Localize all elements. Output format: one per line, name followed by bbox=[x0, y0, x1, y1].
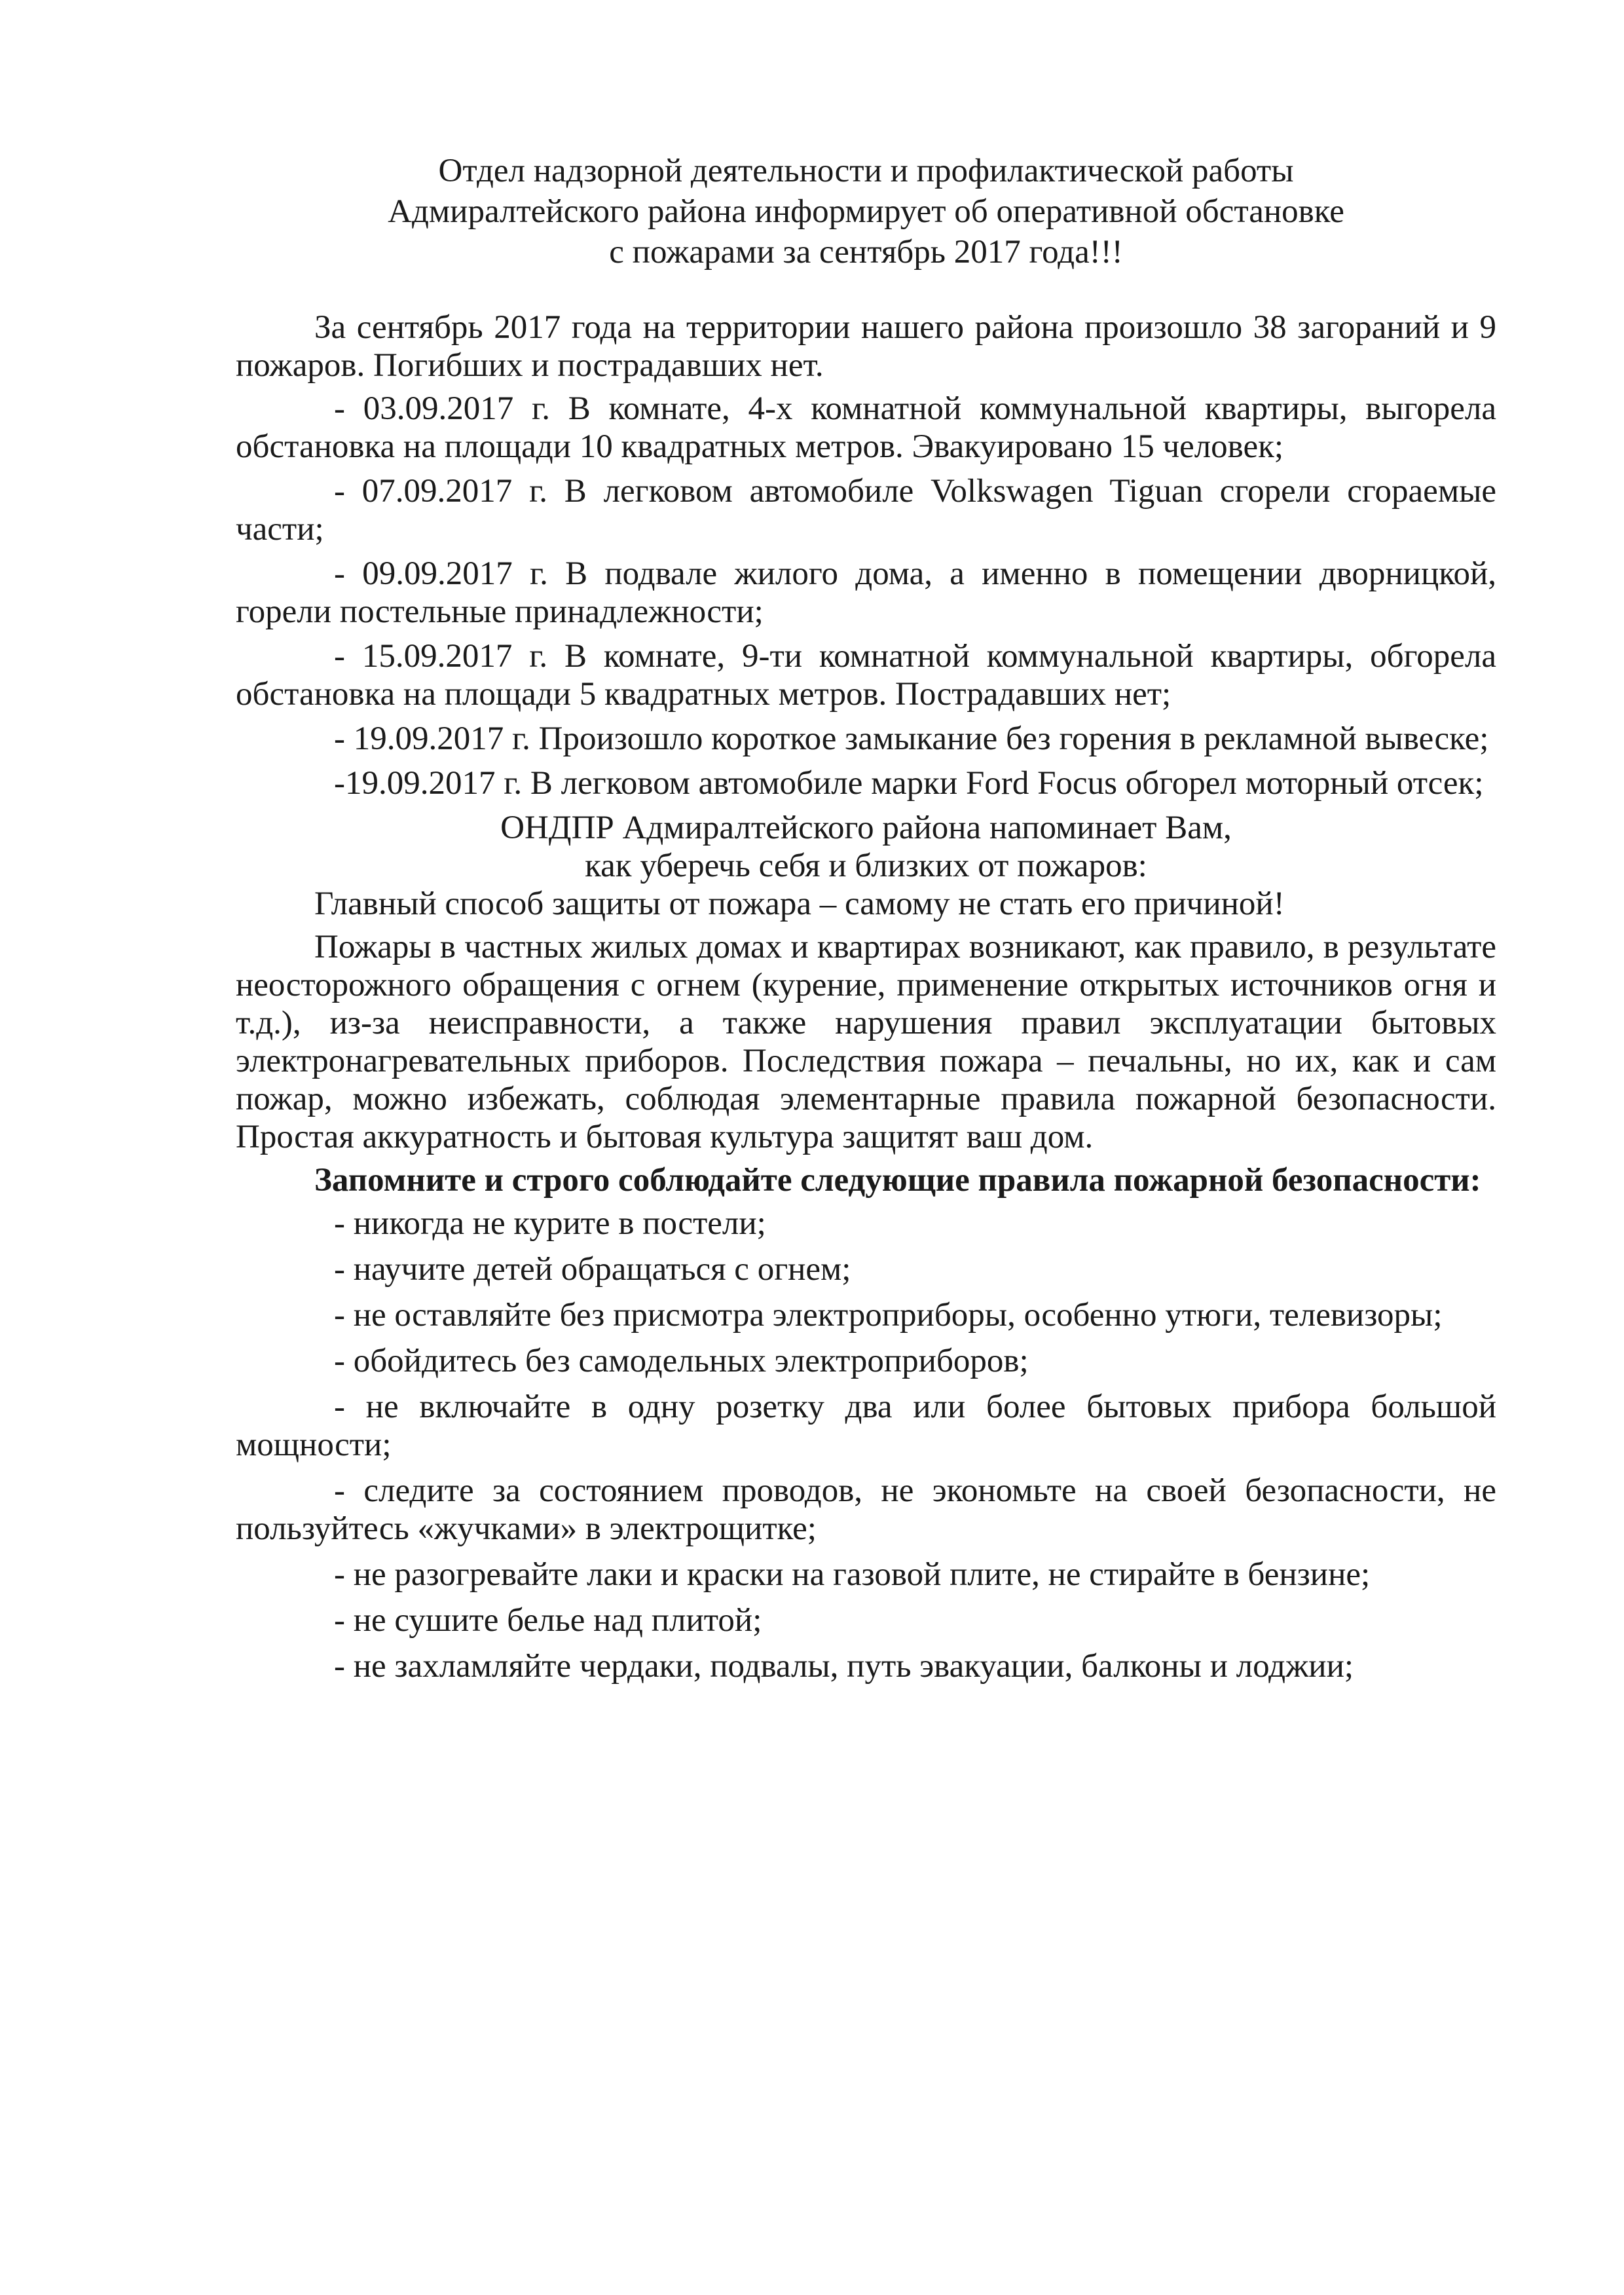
rule-item: - следите за состоянием проводов, не экономьте на своей безопасности, не пользуйтесь «жучками» в электрощитке; bbox=[236, 1472, 1496, 1547]
title-line-2: Адмиралтейского района информирует об оперативной обстановке bbox=[388, 193, 1344, 230]
rule-item: - не разогревайте лаки и краски на газовой плите, не стирайте в бензине; bbox=[334, 1556, 1371, 1593]
rules-heading: Запомните и строго соблюдайте следующие правила пожарной безопасности: bbox=[314, 1162, 1481, 1199]
rule-item: - не захламляйте чердаки, подвалы, путь эвакуации, балконы и лоджии; bbox=[334, 1648, 1354, 1685]
events-list bbox=[236, 390, 1496, 802]
event-item: - 09.09.2017 г. В подвале жилого дома, а именно в помещении дворницкой, горели постельные принадлежности; bbox=[236, 555, 1496, 630]
rule-item: - не включайте в одну розетку два или более бытовых прибора большой мощности; bbox=[236, 1389, 1496, 1463]
reminder-line-1: ОНДПР Адмиралтейского района напоминает Вам, bbox=[500, 810, 1232, 846]
event-item: - 03.09.2017 г. В комнате, 4-х комнатной коммунальной квартиры, выгорела обстановка на площади 10 квадратных метров. Эвакуировано 15 человек; bbox=[236, 390, 1496, 465]
rule-item: - обойдитесь без самодельных электроприборов; bbox=[334, 1343, 1029, 1379]
rules-list bbox=[236, 1204, 1496, 1685]
reminder-heading bbox=[236, 809, 1496, 885]
event-item: -19.09.2017 г. В легковом автомобиле марки Ford Focus обгорел моторный отсек; bbox=[334, 765, 1484, 802]
title-line-3: с пожарами за сентябрь 2017 года!!! bbox=[609, 234, 1123, 271]
title-line-1: Отдел надзорной деятельности и профилактической работы bbox=[438, 153, 1294, 189]
intro-paragraph: За сентябрь 2017 года на территории нашего района произошло 38 загораний и 9 пожаров. Погибших и пострадавших нет. bbox=[236, 309, 1496, 384]
document-title bbox=[236, 151, 1496, 272]
rule-item: - не оставляйте без присмотра электроприборы, особенно утюги, телевизоры; bbox=[334, 1297, 1443, 1334]
event-item: - 19.09.2017 г. Произошло короткое замыкание без горения в рекламной вывеске; bbox=[334, 720, 1489, 757]
rule-item: - не сушите белье над плитой; bbox=[334, 1602, 762, 1639]
fire-causes-paragraph: Пожары в частных жилых домах и квартирах возникают, как правило, в результате неосторожного обращения с огнем (курение, применение открытых источников огня и т.д.), из-за неисправности, а также нарушения правил эксплуатации бытовых электронагревательных приборов. Последствия пожара – печальны, но их, как и сам пожар, можно избежать, соблюдая элементарные правила пожарной безопасности. Простая аккуратность и бытовая культура защитят ваш дом. bbox=[236, 929, 1496, 1155]
rule-item: - никогда не курите в постели; bbox=[334, 1205, 766, 1242]
reminder-line-2: как уберечь себя и близких от пожаров: bbox=[585, 848, 1147, 884]
document-page bbox=[236, 151, 1496, 1693]
event-item: - 07.09.2017 г. В легковом автомобиле Volkswagen Tiguan сгорели сгораемые части; bbox=[236, 473, 1496, 548]
event-item: - 15.09.2017 г. В комнате, 9-ти комнатной коммунальной квартиры, обгорела обстановка на площади 5 квадратных метров. Пострадавших нет; bbox=[236, 638, 1496, 713]
main-rule: Главный способ защиты от пожара – самому не стать его причиной! bbox=[314, 886, 1285, 922]
rule-item: - научите детей обращаться с огнем; bbox=[334, 1251, 851, 1288]
